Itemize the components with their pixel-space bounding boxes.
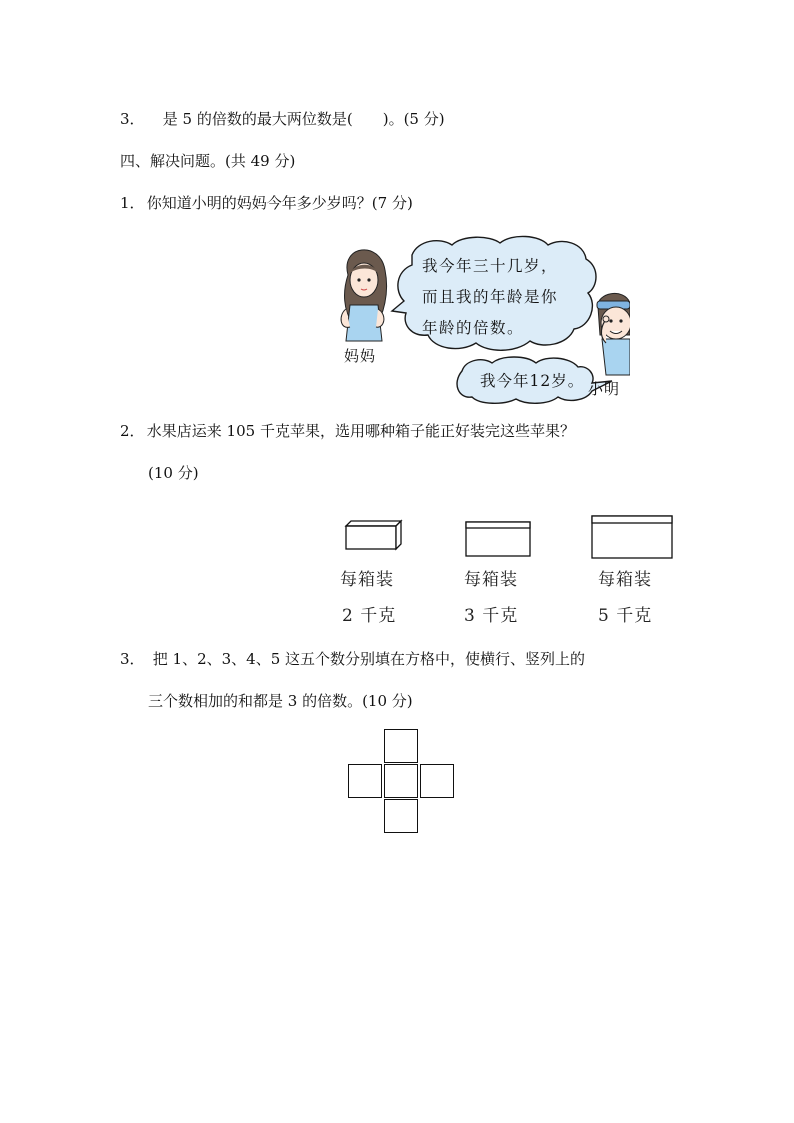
box-label-line: 每箱装: [598, 570, 652, 590]
box-label-line: 2 千克: [342, 606, 397, 626]
grid-cell-bottom[interactable]: [384, 799, 418, 833]
problem-text: 把 1、2、3、4、5 这五个数分别填在方格中，使横行、竖列上的: [152, 650, 586, 668]
mom-bubble-text: [422, 251, 558, 344]
problem-1: [120, 192, 413, 213]
mom-bubble-line: 而且我的年龄是你: [422, 288, 559, 306]
grid-cell-top[interactable]: [384, 729, 418, 763]
boxes-illustration: [330, 512, 690, 626]
boxes-svg: [330, 512, 690, 562]
problem-number: 1．: [120, 194, 145, 212]
problem-2-score: (10 分): [148, 464, 199, 482]
age-illustration: [330, 235, 630, 405]
problem-text: 水果店运来 105 千克苹果，选用哪种箱子能正好装完这些苹果？: [146, 422, 575, 440]
grid-cell-right[interactable]: [420, 764, 454, 798]
problem-2: [120, 420, 575, 441]
mom-label: 妈妈: [344, 347, 377, 365]
box-label-line: 3 千克: [464, 606, 519, 626]
boy-bubble-text: 我今年12岁。: [480, 372, 585, 390]
problem-number: 2．: [120, 422, 145, 440]
box-medium-icon: [466, 522, 530, 556]
box-large-icon: [592, 516, 672, 558]
box-large-label: [598, 562, 652, 634]
grid-cell-center[interactable]: [384, 764, 418, 798]
box-small-icon: [346, 521, 401, 549]
box-medium-label: [464, 562, 518, 634]
xiaoming-figure: [597, 293, 630, 375]
box-label-line: 每箱装: [464, 570, 518, 590]
section-title: 四、解决问题。(共 49 分): [120, 152, 296, 170]
mom-figure: [341, 250, 387, 341]
box-small-label: [340, 562, 396, 634]
problem-number: 3．: [120, 650, 145, 668]
problem-3: [120, 648, 585, 669]
question-number: 3．: [120, 110, 145, 128]
boy-label: 小明: [588, 380, 621, 398]
box-label-line: 5 千克: [598, 606, 653, 626]
mom-bubble-line: 年龄的倍数。: [422, 319, 525, 337]
cross-grid: [348, 729, 456, 837]
mom-bubble-line: 我今年三十几岁，: [422, 257, 559, 275]
grid-cell-left[interactable]: [348, 764, 382, 798]
question-text: 是 5 的倍数的最大两位数是( )。(5 分): [162, 110, 445, 128]
prev-question-3: [120, 108, 445, 129]
box-label-line: 每箱装: [340, 570, 394, 590]
problem-3-continued: 三个数相加的和都是 3 的倍数。(10 分): [148, 692, 413, 710]
problem-text: 你知道小明的妈妈今年多少岁吗？(7 分): [146, 194, 413, 212]
